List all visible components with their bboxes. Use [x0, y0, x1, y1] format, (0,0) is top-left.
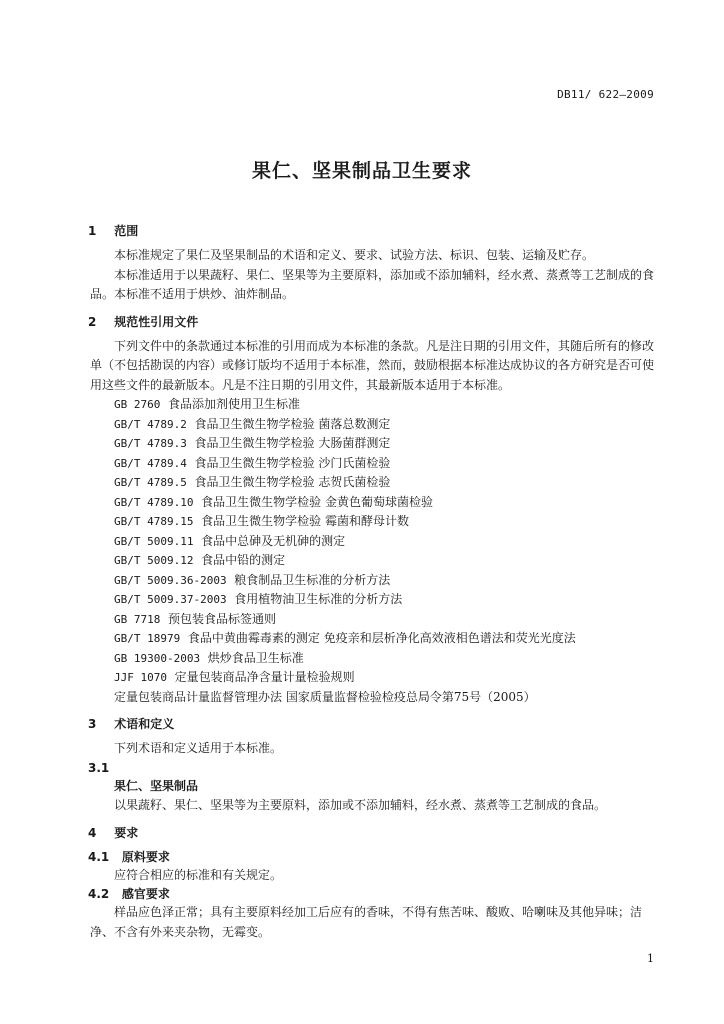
- paragraph: 下列文件中的条款通过本标准的引用而成为本标准的条款。凡是注日期的引用文件，其随后所有的修改单（不包括勘误的内容）或修订版均不适用于本标准，然而，鼓励根据本标准达成协议的各方研究是否可使用这些文件的最新版本。凡是不注日期的引用文件，其最新版本适用于本标准。: [90, 338, 655, 392]
- section-heading: [90, 715, 654, 733]
- section-heading: [90, 313, 654, 331]
- reference-name: 食品卫生微生物学检验 菌落总数测定: [194, 416, 391, 431]
- section-number: 2: [88, 314, 97, 329]
- reference-code: GB/T 4789.5: [114, 476, 187, 489]
- reference-item: [90, 395, 654, 415]
- subsection-number: 3.1: [88, 760, 110, 775]
- subsection-heading: [88, 885, 654, 903]
- reference-code: GB/T 5009.36-2003: [114, 573, 227, 587]
- document-body: [90, 222, 654, 942]
- section-heading: [90, 824, 654, 842]
- subsection-title: 原料要求: [121, 849, 170, 864]
- reference-name: 食用植物油卫生标准的分析方法: [234, 592, 403, 606]
- subsection-heading: [88, 848, 654, 866]
- reference-item: [90, 688, 654, 708]
- reference-code: GB/T 4789.2: [114, 417, 187, 431]
- reference-item: [90, 590, 654, 610]
- reference-item: [90, 668, 654, 688]
- reference-code: GB/T 4789.15: [114, 515, 194, 528]
- reference-item: [90, 610, 654, 630]
- section-title: 术语和定义: [114, 717, 175, 731]
- paragraph: 样品应色泽正常；具有主要原料经加工后应有的香味，不得有焦苦味、酸败、哈喇味及其他异味；洁净、不含有外来夹杂物，无霉变。: [90, 905, 643, 939]
- reference-code: GB/T 4789.3: [114, 437, 187, 450]
- reference-code: GB 19300-2003: [114, 651, 201, 665]
- reference-name: 食品卫生微生物学检验 金黄色葡萄球菌检验: [201, 494, 433, 509]
- section-heading: [90, 222, 654, 240]
- document-title: 果仁、坚果制品卫生要求: [251, 160, 472, 182]
- standard-code: DB11/ 622—2009: [557, 88, 654, 101]
- subsection-title: 感官要求: [121, 887, 170, 901]
- paragraph: 本标准适用于以果蔬籽、果仁、坚果等为主要原料，添加或不添加辅料，经水煮、蒸煮等工艺制成的食品。本标准不适用于烘炒、油炸制品。: [90, 267, 655, 301]
- reference-item: [90, 649, 654, 669]
- reference-code: GB 7718: [114, 612, 161, 626]
- reference-item: [90, 629, 654, 649]
- reference-name: 烘炒食品卫生标准: [207, 650, 304, 665]
- reference-item: [90, 571, 654, 591]
- reference-item: [90, 532, 654, 552]
- reference-name: 食品中黄曲霉毒素的测定 免疫亲和层析净化高效液相色谱法和荧光光度法: [187, 631, 576, 645]
- reference-code: GB/T 18979: [114, 632, 181, 645]
- reference-name: 粮食制品卫生标准的分析方法: [234, 572, 391, 587]
- reference-item: [90, 473, 654, 493]
- subsection-number: 4.2: [88, 887, 110, 901]
- reference-name: 食品卫生微生物学检验 大肠菌群测定: [194, 436, 391, 450]
- reference-code: JJF 1070: [114, 671, 167, 684]
- paragraph: 本标准规定了果仁及坚果制品的术语和定义、要求、试验方法、标识、包装、运输及贮存。: [114, 248, 595, 262]
- reference-name: 预包装食品标签通则: [168, 611, 277, 626]
- section-number: 4: [88, 825, 97, 840]
- reference-item: [90, 493, 654, 513]
- reference-name: 食品中总砷及无机砷的测定: [201, 533, 346, 548]
- reference-code: GB/T 5009.37-2003: [114, 593, 227, 606]
- reference-name: 定量包装商品净含量计量检验规则: [174, 670, 355, 684]
- section-title: 规范性引用文件: [114, 314, 199, 329]
- section-title: 要求: [114, 825, 139, 840]
- section-number: 3: [88, 717, 97, 731]
- reference-name: 食品添加剂使用卫生标准: [168, 397, 301, 411]
- reference-code: GB 2760: [114, 398, 161, 411]
- reference-item: [90, 434, 654, 454]
- paragraph: 下列术语和定义适用于本标准。: [114, 741, 283, 755]
- term-definition: 以果蔬籽、果仁、坚果等为主要原料，添加或不添加辅料，经水煮、蒸煮等工艺制成的食品。: [114, 798, 607, 812]
- reference-code: GB/T 4789.10: [114, 495, 194, 509]
- reference-list: [90, 395, 654, 707]
- page-number: 1: [647, 952, 654, 965]
- reference-name: 食品卫生微生物学检验 霉菌和酵母计数: [201, 514, 409, 528]
- paragraph: 应符合相应的标准和有关规定。: [114, 867, 283, 882]
- reference-code: GB/T 4789.4: [114, 456, 187, 470]
- reference-item: [90, 454, 654, 474]
- section-number: 1: [88, 224, 97, 238]
- section-title: 范围: [114, 224, 139, 238]
- reference-name: 食品卫生微生物学检验 志贺氏菌检验: [194, 475, 391, 489]
- reference-item: [90, 551, 654, 571]
- reference-code: GB/T 5009.12: [114, 554, 194, 567]
- reference-code: GB/T 5009.11: [114, 534, 194, 548]
- reference-name: 食品卫生微生物学检验 沙门氏菌检验: [194, 455, 391, 470]
- term-title: 果仁、坚果制品: [114, 778, 199, 793]
- subsection-number: 4.1: [88, 849, 110, 864]
- reference-item: [90, 415, 654, 435]
- reference-name: 食品中铅的测定: [201, 553, 286, 567]
- reference-item: [90, 512, 654, 532]
- reference-name: 定量包装商品计量监督管理办法 国家质量监督检验检疫总局令第75号（2005）: [114, 689, 536, 704]
